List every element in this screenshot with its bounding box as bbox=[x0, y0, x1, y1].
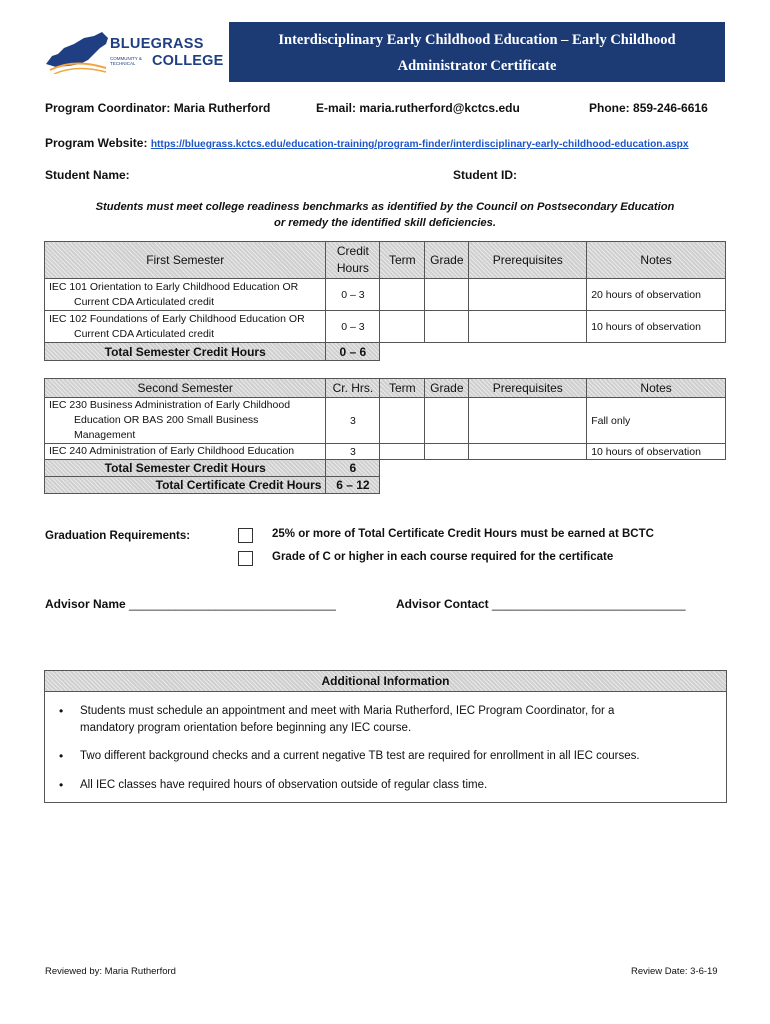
notes-cell: 10 hours of observation bbox=[587, 444, 726, 460]
course-cell bbox=[45, 279, 326, 311]
course-cell bbox=[45, 311, 326, 343]
grade-header: Grade bbox=[425, 242, 469, 279]
advisor-name-line: _______________________________ bbox=[129, 597, 336, 611]
table-row bbox=[45, 444, 726, 460]
coordinator-label: Program Coordinator: bbox=[45, 101, 171, 115]
advisor-contact-line: _____________________________ bbox=[492, 597, 686, 611]
kentucky-state-icon bbox=[44, 30, 110, 74]
table-row bbox=[45, 279, 726, 311]
grade-c-checkbox[interactable] bbox=[238, 551, 253, 566]
grade-header: Grade bbox=[425, 379, 469, 398]
logo-word-college: COLLEGE bbox=[152, 53, 224, 69]
website-info bbox=[45, 136, 689, 150]
list-item-line1: Students must schedule an appointment and meet with Maria Rutherford, IEC Program Coordinator, for a bbox=[80, 705, 615, 717]
page-title-line2: Administrator Certificate bbox=[397, 58, 557, 74]
total-certificate-label: Total Certificate Credit Hours bbox=[45, 477, 326, 494]
term-header: Term bbox=[380, 379, 425, 398]
empty-cell bbox=[380, 460, 726, 477]
website-label: Program Website: bbox=[45, 136, 148, 150]
program-website-link[interactable]: https://bluegrass.kctcs.edu/education-training/program-finder/interdisciplinary-early-childhood-education.aspx bbox=[150, 139, 689, 150]
email-label: E-mail: bbox=[316, 101, 357, 115]
bullet-icon: • bbox=[59, 778, 64, 792]
grade-cell[interactable] bbox=[425, 311, 469, 343]
phone-label: Phone: bbox=[589, 101, 630, 115]
first-semester-table bbox=[44, 241, 726, 361]
second-semester-header: Second Semester bbox=[45, 379, 326, 398]
grade-c-requirement: Grade of C or higher in each course required for the certificate bbox=[272, 551, 614, 563]
graduation-requirements-label: Graduation Requirements: bbox=[45, 530, 191, 542]
total-row bbox=[45, 460, 726, 477]
email-info bbox=[316, 101, 520, 115]
prereq-cell bbox=[469, 311, 587, 343]
page-title-banner bbox=[229, 22, 725, 82]
prerequisites-header: Prerequisites bbox=[469, 242, 587, 279]
notes-cell: 10 hours of observation bbox=[587, 311, 726, 343]
credit-hours-cell: 3 bbox=[326, 444, 380, 460]
course-title: IEC 101 Orientation to Early Childhood Education OR bbox=[49, 280, 299, 293]
reviewed-by: Reviewed by: Maria Rutherford bbox=[45, 966, 176, 977]
phone-value: 859-246-6616 bbox=[633, 101, 708, 115]
certificate-total-row bbox=[45, 477, 726, 494]
total-certificate-value: 6 – 12 bbox=[326, 477, 380, 494]
total-row bbox=[45, 343, 726, 361]
logo-small-text: COMMUNITY & TECHNICAL bbox=[110, 56, 142, 66]
empty-cell bbox=[380, 477, 726, 494]
grade-cell[interactable] bbox=[425, 398, 469, 444]
grade-cell[interactable] bbox=[425, 279, 469, 311]
phone-info bbox=[589, 101, 708, 115]
advisor-name-label: Advisor Name bbox=[45, 597, 126, 611]
readiness-notice-line2: or remedy the identified skill deficiencies. bbox=[274, 217, 496, 229]
term-cell[interactable] bbox=[380, 444, 425, 460]
email-value[interactable]: maria.rutherford@kctcs.edu bbox=[359, 101, 520, 115]
credit-header-line2: Hours bbox=[336, 261, 369, 275]
coordinator-info bbox=[45, 101, 270, 115]
total-semester-value: 6 bbox=[326, 460, 380, 477]
coordinator-name: Maria Rutherford bbox=[173, 101, 271, 115]
grade-cell[interactable] bbox=[425, 444, 469, 460]
advisor-contact-label: Advisor Contact bbox=[396, 597, 489, 611]
credit-hours-cell: 0 – 3 bbox=[326, 279, 380, 311]
review-date: Review Date: 3-6-19 bbox=[631, 966, 718, 977]
college-logo bbox=[44, 30, 224, 74]
bullet-icon: • bbox=[59, 749, 64, 763]
second-semester-header-row bbox=[45, 379, 726, 398]
first-semester-header: First Semester bbox=[45, 242, 326, 279]
list-item-text: Two different background checks and a current negative TB test are required for enrollment in all IEC courses. bbox=[80, 750, 640, 762]
credit-hours-header: Cr. Hrs. bbox=[326, 379, 380, 398]
advisor-contact-field[interactable] bbox=[396, 597, 686, 611]
credit-header-line1: Credit bbox=[336, 244, 369, 258]
notes-cell: Fall only bbox=[587, 398, 726, 444]
course-alt-cont: Management bbox=[74, 429, 136, 441]
credit-hours-cell: 3 bbox=[326, 398, 380, 444]
credit-hours-header bbox=[326, 242, 380, 279]
total-semester-label: Total Semester Credit Hours bbox=[45, 460, 326, 477]
readiness-notice-line1: Students must meet college readiness benchmarks as identified by the Council on Postsecondary Education bbox=[95, 201, 675, 213]
notes-header: Notes bbox=[587, 379, 726, 398]
course-cell bbox=[45, 398, 326, 444]
page-title-line1: Interdisciplinary Early Childhood Education – Early Childhood bbox=[278, 32, 676, 48]
first-semester-header-row bbox=[45, 242, 726, 279]
term-cell[interactable] bbox=[380, 279, 425, 311]
prereq-cell bbox=[469, 444, 587, 460]
total-semester-value: 0 – 6 bbox=[326, 343, 380, 361]
course-alt: Current CDA Articulated credit bbox=[74, 295, 215, 308]
bctc-hours-requirement: 25% or more of Total Certificate Credit Hours must be earned at BCTC bbox=[272, 528, 654, 540]
student-id-label: Student ID: bbox=[453, 168, 517, 182]
additional-information-title: Additional Information bbox=[45, 671, 726, 692]
term-cell[interactable] bbox=[380, 311, 425, 343]
course-alt: Education OR BAS 200 Small Business bbox=[74, 414, 259, 426]
table-row bbox=[45, 311, 726, 343]
bullet-icon: • bbox=[59, 704, 64, 718]
term-header: Term bbox=[380, 242, 425, 279]
logo-word-bluegrass: BLUEGRASS bbox=[110, 36, 204, 52]
advisor-name-field[interactable] bbox=[45, 597, 336, 611]
list-item-text: All IEC classes have required hours of observation outside of regular class time. bbox=[80, 779, 488, 791]
empty-cell bbox=[380, 343, 726, 361]
prerequisites-header: Prerequisites bbox=[469, 379, 587, 398]
course-title: IEC 102 Foundations of Early Childhood Education OR bbox=[49, 312, 305, 325]
list-item-text bbox=[80, 703, 710, 737]
course-cell: IEC 240 Administration of Early Childhood Education bbox=[45, 444, 326, 460]
course-alt: Current CDA Articulated credit bbox=[74, 327, 215, 340]
prereq-cell bbox=[469, 279, 587, 311]
list-item-line2: mandatory program orientation before beginning any IEC course. bbox=[80, 722, 412, 734]
total-semester-label: Total Semester Credit Hours bbox=[45, 343, 326, 361]
bctc-hours-checkbox[interactable] bbox=[238, 528, 253, 543]
second-semester-table bbox=[44, 378, 726, 494]
course-title: IEC 230 Business Administration of Early Childhood bbox=[49, 399, 291, 411]
student-name-label: Student Name: bbox=[45, 168, 130, 182]
notes-cell: 20 hours of observation bbox=[587, 279, 726, 311]
additional-information-box bbox=[44, 670, 727, 803]
notes-header: Notes bbox=[587, 242, 726, 279]
term-cell[interactable] bbox=[380, 398, 425, 444]
prereq-cell bbox=[469, 398, 587, 444]
table-row bbox=[45, 398, 726, 444]
credit-hours-cell: 0 – 3 bbox=[326, 311, 380, 343]
